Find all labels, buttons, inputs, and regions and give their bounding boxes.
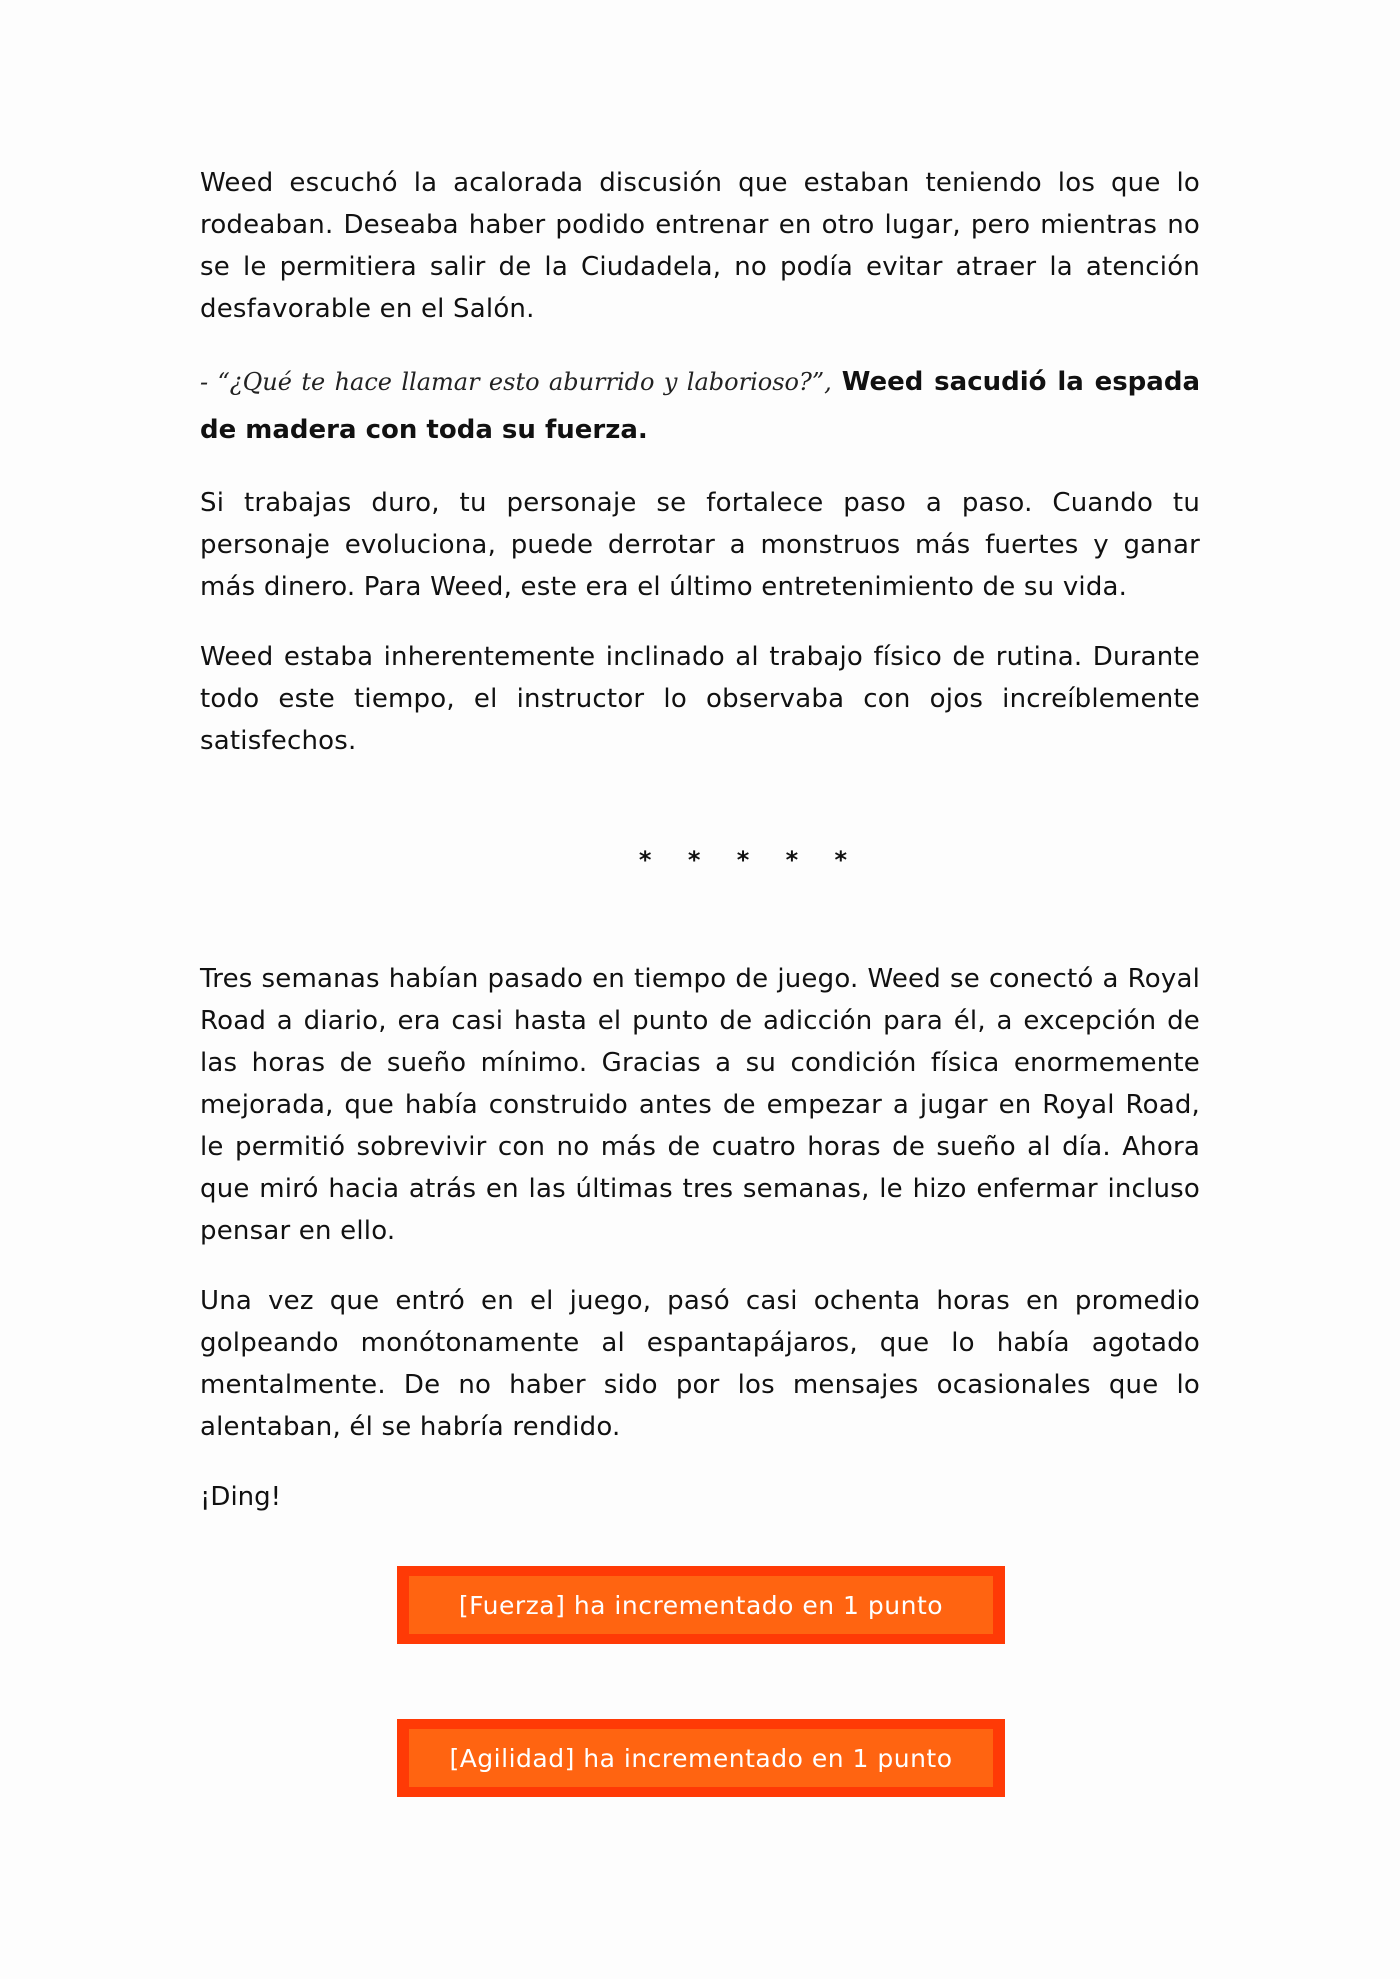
paragraph-scarecrow: Una vez que entró en el juego, pasó casi ochenta horas en promedio golpeando monótonamente al espantapájaros, que lo había agotado mentalmente. De no haber sido por los mensajes ocasionales que lo alentaban, él se habría rendido.	[200, 1286, 1200, 1442]
system-message-label: [Fuerza] ha incrementado en 1 punto	[458, 1590, 944, 1620]
dialogue-quote: - “¿Qué te hace llamar esto aburrido y laborioso?”,	[200, 368, 832, 396]
system-message-inner	[409, 1576, 993, 1634]
system-message-strength	[397, 1566, 1005, 1644]
system-message-inner	[409, 1729, 993, 1787]
paragraph-discussion: Weed escuchó la acalorada discusión que estaban teniendo los que lo rodeaban. Deseaba haber podido entrenar en otro lugar, pero mientras no se le permitiera salir de la Ciudadela, no podía evitar atraer la atención desfavorable en el Salón.	[200, 168, 1200, 324]
document-page	[200, 162, 1200, 1872]
system-message-label: [Agilidad] ha incrementado en 1 punto	[449, 1743, 953, 1773]
ding-text: ¡Ding!	[200, 1482, 282, 1512]
paragraph-character-growth: Si trabajas duro, tu personaje se fortalece paso a paso. Cuando tu personaje evoluciona, puede derrotar a monstruos más fuertes y ganar más dinero. Para Weed, este era el último entretenimiento de su vida.	[200, 488, 1200, 602]
section-separator: * * * * *	[638, 846, 862, 874]
dialogue-action: Weed sacudió la espada de madera con toda su fuerza.	[200, 367, 1200, 445]
system-message-agility	[397, 1719, 1005, 1797]
paragraph-three-weeks: Tres semanas habían pasado en tiempo de juego. Weed se conectó a Royal Road a diario, era casi hasta el punto de adicción para él, a excepción de las horas de sueño mínimo. Gracias a su condición física enormemente mejorada, que había construido antes de empezar a jugar en Royal Road, le permitió sobrevivir con no más de cuatro horas de sueño al día. Ahora que miró hacia atrás en las últimas tres semanas, le hizo enfermar incluso pensar en ello.	[200, 964, 1200, 1246]
dialogue-paragraph	[200, 358, 1200, 454]
paragraph-instructor: Weed estaba inherentemente inclinado al trabajo físico de rutina. Durante todo este tiempo, el instructor lo observaba con ojos increíblemente satisfechos.	[200, 642, 1200, 756]
